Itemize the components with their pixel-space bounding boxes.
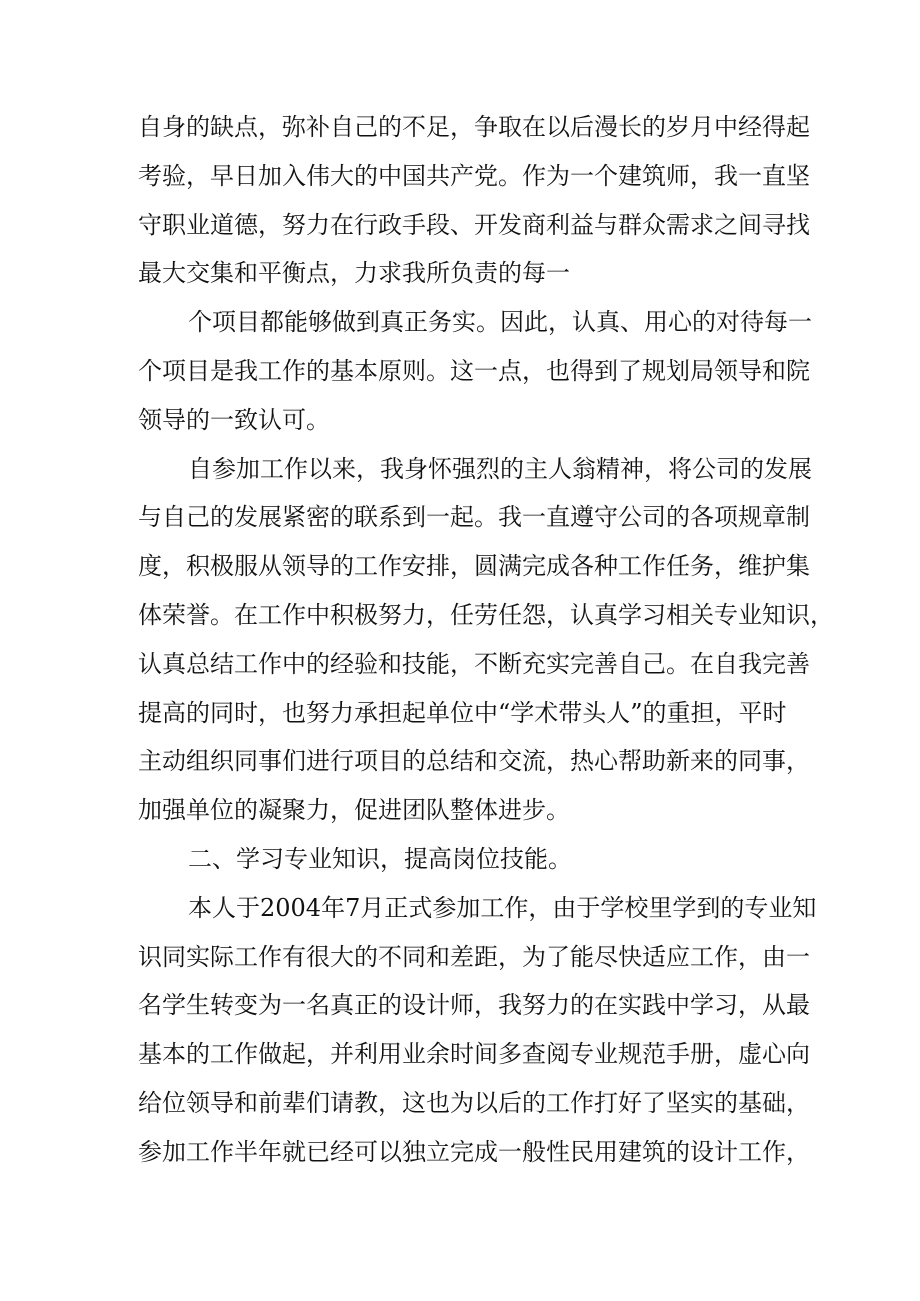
text-line: 个项目是我工作的基本原则。这一点，也得到了规划局领导和院 [138, 356, 810, 385]
text-line: 守职业道德，努力在行政手段、开发商利益与群众需求之间寻找 [138, 210, 810, 239]
text-line: 个项目都能够做到真正务实。因此，认真、用心的对待每一 [188, 308, 812, 337]
text-line: 自参加工作以来，我身怀强烈的主人翁精神，将公司的发展 [188, 454, 812, 483]
text-line: 领导的一致认可。 [138, 405, 330, 434]
paragraph [138, 298, 812, 444]
text-line: 最大交集和平衡点，力求我所负责的每一 [138, 259, 570, 288]
paragraph [138, 884, 817, 1177]
text-line: 提高的同时，也努力承担起单位中“学术带头人”的重担，平时 [138, 698, 787, 727]
text-line: 二、学习专业知识，提高岗位技能。 [188, 844, 572, 873]
text-line: 本人于2004年7月正式参加工作，由于学校里学到的专业知 [188, 893, 817, 922]
text-line: 与自己的发展紧密的联系到一起。我一直遵守公司的各项规章制 [138, 503, 810, 532]
text-line: 识同实际工作有很大的不同和差距，为了能尽快适应工作，由一 [138, 942, 810, 971]
text-line: 主动组织同事们进行项目的总结和交流，热心帮助新来的同事， [138, 747, 810, 776]
paragraph [138, 445, 834, 835]
text-line: 体荣誉。在工作中积极努力，任劳任怨，认真学习相关专业知识， [138, 600, 834, 629]
text-line: 基本的工作做起，并利用业余时间多查阅专业规范手册，虚心向 [138, 1040, 810, 1069]
document-body [138, 103, 834, 1177]
text-line: 加强单位的凝聚力，促进团队整体进步。 [138, 796, 570, 825]
text-line: 考验，早日加入伟大的中国共产党。作为一个建筑师，我一直坚 [138, 161, 810, 190]
text-line: 自身的缺点，弥补自己的不足，争取在以后漫长的岁月中经得起 [138, 113, 810, 141]
text-line: 参加工作半年就已经可以独立完成一般性民用建筑的设计工作， [138, 1137, 810, 1166]
text-line: 认真总结工作中的经验和技能，不断充实完善自己。在自我完善 [138, 649, 810, 678]
text-line: 度，积极服从领导的工作安排，圆满完成各种工作任务，维护集 [138, 552, 810, 581]
text-line: 给位领导和前辈们请教，这也为以后的工作打好了坚实的基础， [138, 1088, 810, 1117]
section-heading [138, 835, 786, 884]
text-line: 名学生转变为一名真正的设计师，我努力的在实践中学习，从最 [138, 991, 810, 1020]
paragraph [138, 103, 810, 298]
